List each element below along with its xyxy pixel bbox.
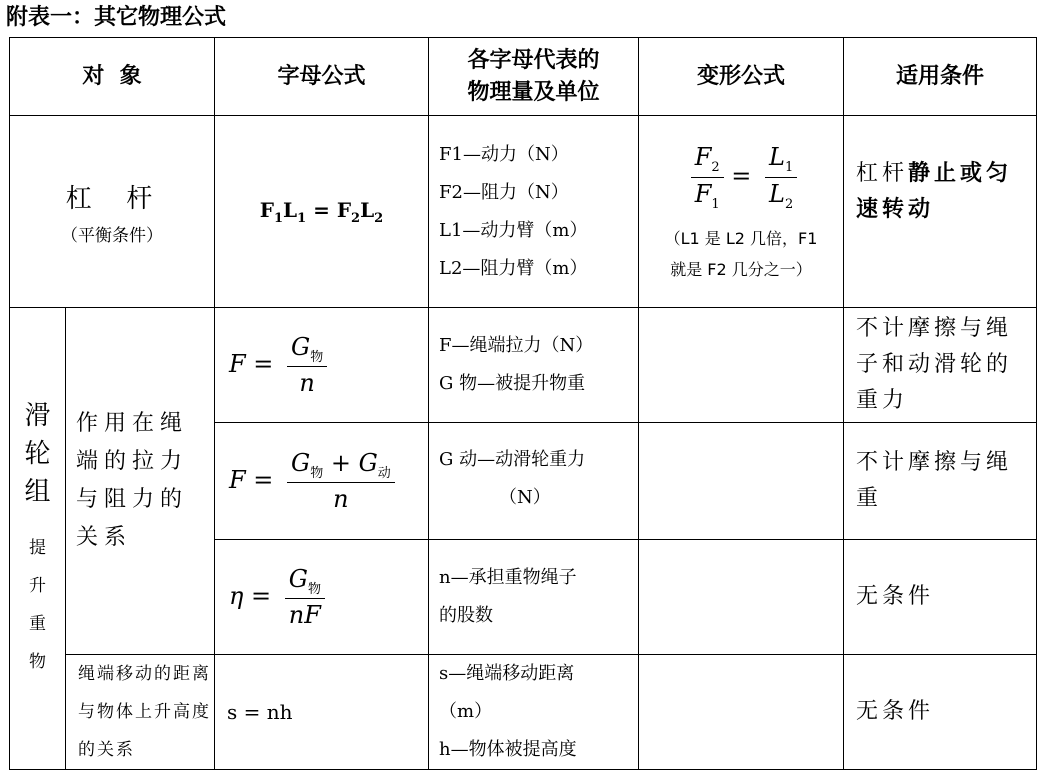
header-object: 对 象 [10, 38, 215, 116]
lever-formula: $F_1L_1 = F_2L_2$ [215, 116, 429, 308]
pulley-formula-2: F = $\frac{G_物 + G_动}{n}$ [215, 423, 429, 540]
pulley-def-3b: 的股数 [439, 605, 493, 626]
lever-row [10, 116, 1037, 308]
pulley-formula-1: F = $\frac{G_物}{n}$ [215, 308, 429, 423]
header-transform: 变形公式 [639, 38, 844, 116]
lever-def-f1: F1—动力（N） [439, 143, 569, 165]
header-meaning-line2: 物理量及单位 [467, 79, 600, 105]
lever-transform-eq: $\frac{F_2}{F_1}$ = $\frac{L_1}{L_2}$ [639, 143, 843, 212]
pulley-formula-3: η = $\frac{G_物}{nF}$ [215, 540, 429, 655]
lever-object [10, 116, 215, 308]
pulley-group [10, 308, 66, 770]
pulley-relation-distance: 绳端移动的距离与物体上升高度的关系 [66, 655, 215, 770]
lever-def-f2: F2—阻力（N） [439, 181, 569, 203]
lever-sub: （平衡条件） [61, 225, 163, 246]
pulley-def-2b: （N） [499, 487, 551, 508]
pulley-def-4c: h—物体被提高度 [439, 739, 577, 760]
pulley-transform-2 [639, 423, 844, 540]
lever-name: 杠 杆 [65, 183, 159, 214]
pulley-defs-3 [429, 540, 639, 655]
header-meaning [429, 38, 639, 116]
lever-defs [429, 116, 639, 308]
lever-condition-a: 杠杆 [856, 161, 909, 186]
lever-def-l2: L2—阻力臂（m） [439, 257, 588, 279]
pulley-condition-2: 不计摩擦与绳重 [844, 423, 1037, 540]
pulley-def-4a: s—绳端移动距离 [439, 663, 575, 684]
lever-transform [639, 116, 844, 308]
pulley-row-4 [10, 655, 1037, 770]
lever-transform-note1: （L1 是 L2 几倍，F1 [664, 228, 818, 248]
pulley-defs-2 [429, 423, 639, 540]
pulley-formula-4: s = nh [215, 655, 429, 770]
pulley-condition-3: 无条件 [844, 540, 1037, 655]
pulley-row-1 [10, 308, 1037, 423]
pulley-group-name: 滑轮组 [24, 400, 51, 507]
pulley-def-1a: F—绳端拉力（N） [439, 335, 594, 356]
pulley-def-1b: G 物—被提升物重 [439, 373, 586, 394]
formula-table [9, 37, 1037, 770]
page-title: 附表一：其它物理公式 [6, 5, 227, 30]
header-formula: 字母公式 [215, 38, 429, 116]
pulley-group-sub: 提升重物 [29, 537, 46, 672]
header-condition: 适用条件 [844, 38, 1037, 116]
header-meaning-line1: 各字母代表的 [467, 47, 600, 73]
pulley-defs-4 [429, 655, 639, 770]
lever-def-l1: L1—动力臂（m） [439, 219, 588, 241]
pulley-transform-1 [639, 308, 844, 423]
lever-transform-note2: 就是 F2 几分之一） [670, 259, 812, 279]
pulley-defs-1 [429, 308, 639, 423]
pulley-def-3a: n—承担重物绳子 [439, 567, 577, 588]
pulley-relation-force: 作用在绳端的拉力与阻力的关系 [66, 308, 215, 655]
pulley-transform-3 [639, 540, 844, 655]
pulley-def-2a: G 动—动滑轮重力 [439, 449, 586, 470]
lever-condition [844, 116, 1037, 308]
pulley-def-4b: （m） [439, 701, 493, 722]
header-row [10, 38, 1037, 116]
pulley-condition-1: 不计摩擦与绳子和动滑轮的重力 [844, 308, 1037, 423]
pulley-condition-4: 无条件 [844, 655, 1037, 770]
pulley-transform-4 [639, 655, 844, 770]
lever-condition-b: 静止或匀速转动 [856, 161, 1013, 222]
